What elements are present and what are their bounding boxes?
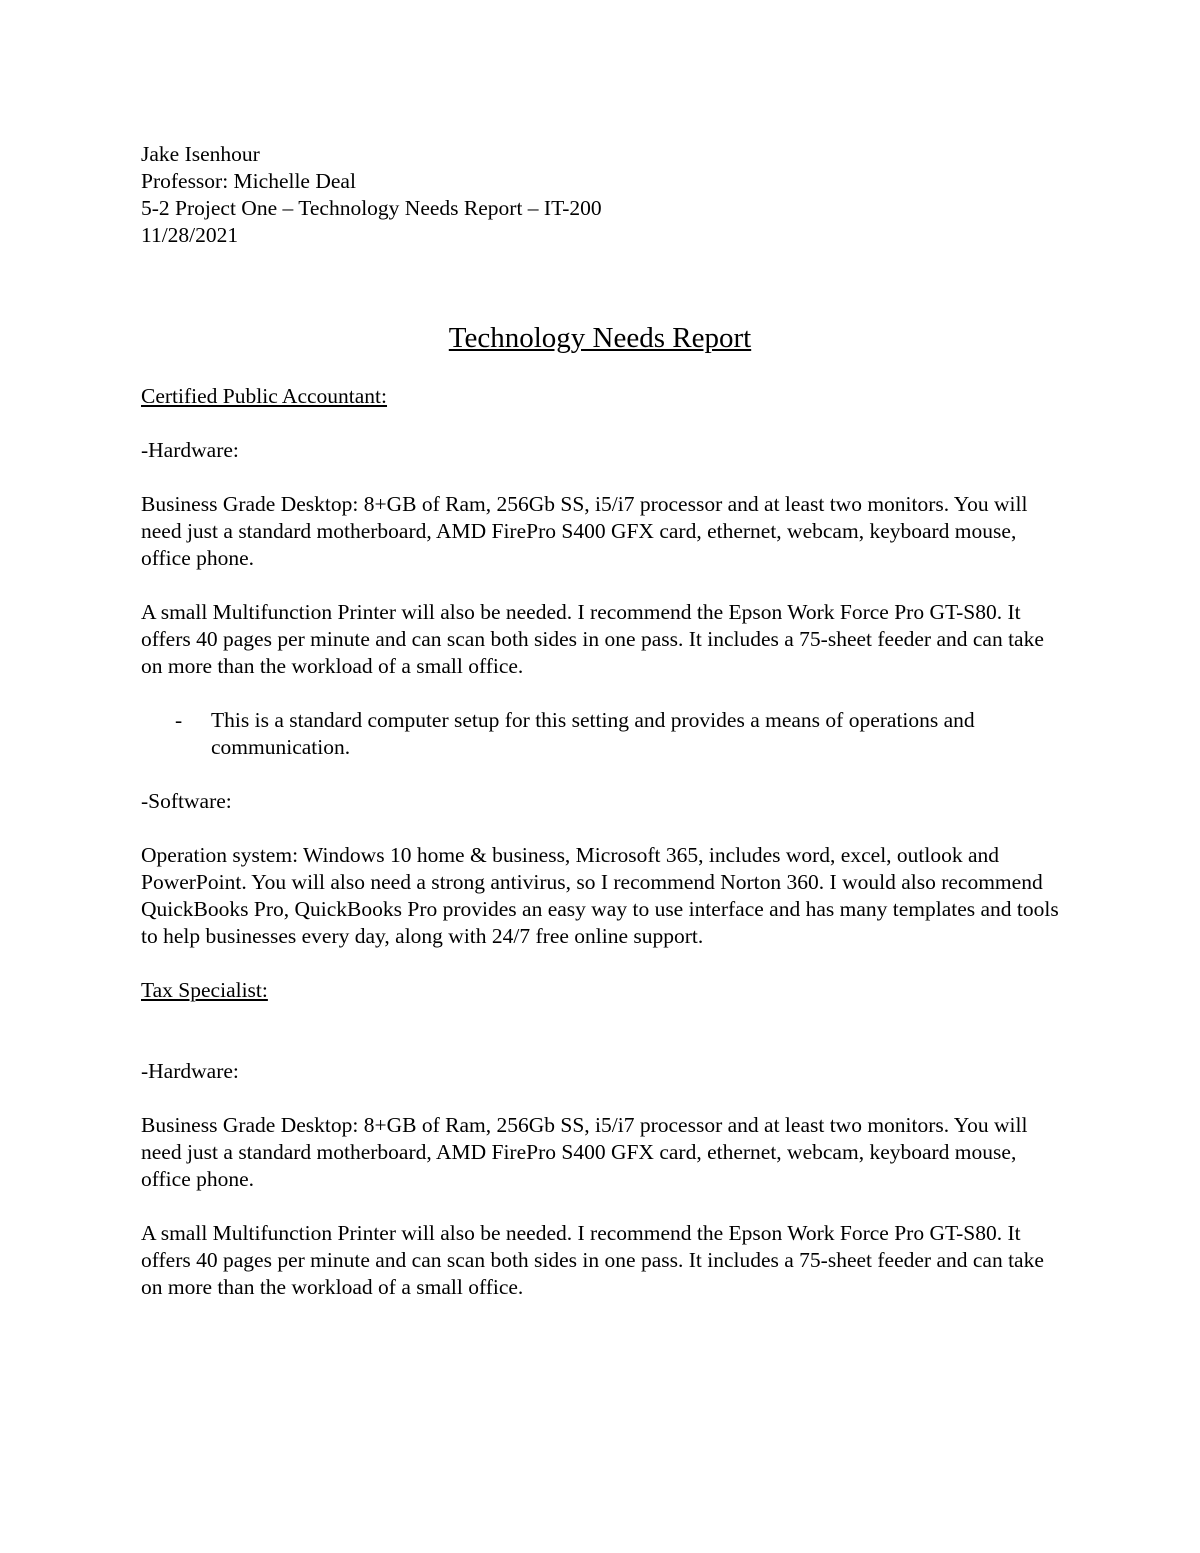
section-heading-cpa: Certified Public Accountant: (141, 384, 388, 408)
report-title: Technology Needs Report (448, 322, 752, 354)
document-body (141, 141, 1059, 1301)
author-name: Jake Isenhour (141, 142, 260, 166)
cpa-printer-paragraph: A small Multifunction Printer will also be needed. I recommend the Epson Work Force Pro GT-S80. It offers 40 pages per minute and can scan both sides in one pass. It includes a 75-sheet feeder and can take on more than the workload of a small office. (141, 600, 1044, 678)
course-line: 5-2 Project One – Technology Needs Report – IT-200 (141, 196, 602, 220)
tax-hardware-label: -Hardware: (141, 1059, 239, 1083)
cpa-hardware-label: -Hardware: (141, 438, 239, 462)
bullet-text: This is a standard computer setup for this setting and provides a means of operations and communication. (211, 708, 975, 759)
section-heading-tax: Tax Specialist: (141, 978, 268, 1002)
cpa-software-paragraph: Operation system: Windows 10 home & business, Microsoft 365, includes word, excel, outlook and PowerPoint. You will also need a strong antivirus, so I recommend Norton 360. I would also recommend QuickBooks Pro, QuickBooks Pro provides an easy way to use interface and has many templates and tools to help businesses every day, along with 24/7 free online support. (141, 843, 1059, 948)
cpa-desktop-paragraph: Business Grade Desktop: 8+GB of Ram, 256Gb SS, i5/i7 processor and at least two monitors. You will need just a standard motherboard, AMD FirePro S400 GFX card, ethernet, webcam, keyboard mouse, office phone. (141, 492, 1028, 570)
tax-printer-paragraph: A small Multifunction Printer will also be needed. I recommend the Epson Work Force Pro GT-S80. It offers 40 pages per minute and can scan both sides in one pass. It includes a 75-sheet feeder and can take on more than the workload of a small office. (141, 1221, 1044, 1299)
cpa-bullet-item (141, 707, 1059, 761)
tax-desktop-paragraph: Business Grade Desktop: 8+GB of Ram, 256Gb SS, i5/i7 processor and at least two monitors. You will need just a standard motherboard, AMD FirePro S400 GFX card, ethernet, webcam, keyboard mouse, office phone. (141, 1113, 1028, 1191)
date-line: 11/28/2021 (141, 223, 239, 247)
cpa-software-label: -Software: (141, 789, 232, 813)
bullet-dash: - (175, 708, 183, 732)
header-block (141, 141, 1059, 249)
professor-line: Professor: Michelle Deal (141, 169, 356, 193)
